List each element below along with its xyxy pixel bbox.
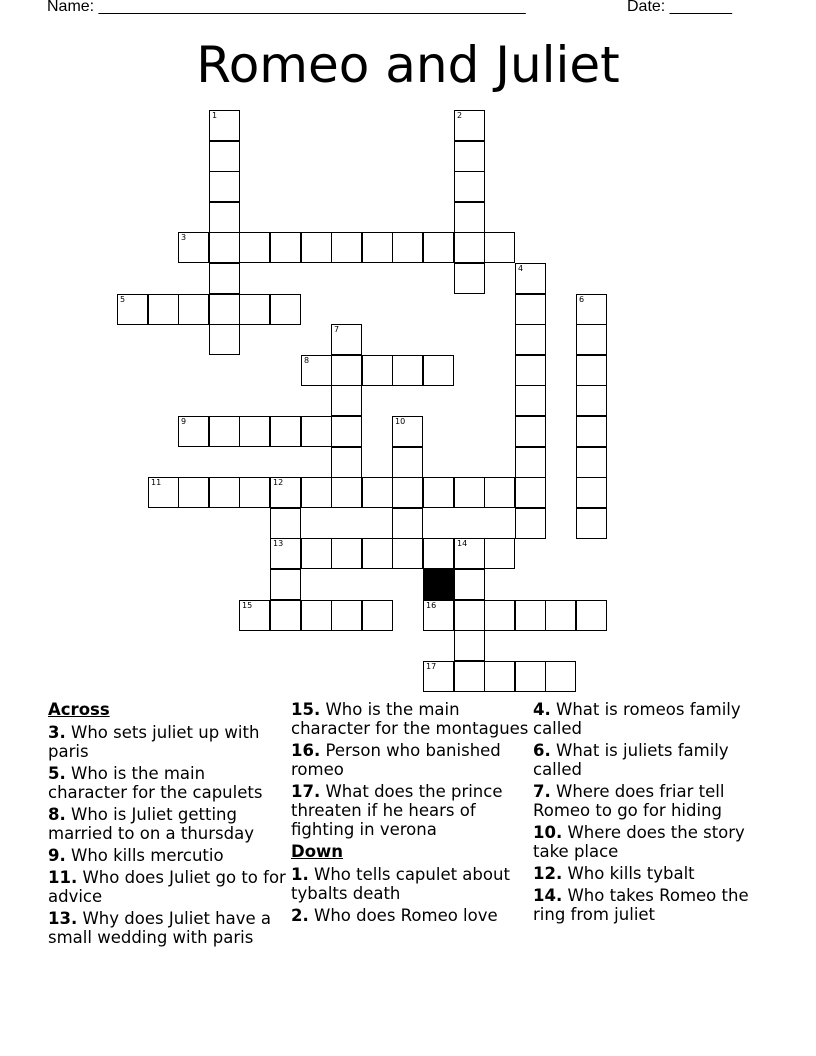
grid-cell[interactable] [178, 477, 209, 508]
grid-cell[interactable] [454, 569, 485, 600]
grid-cell[interactable] [484, 600, 515, 631]
clue-number-label: 11 [151, 478, 162, 487]
clue-number: 1. [291, 865, 309, 884]
clues-column-1 [48, 700, 288, 950]
clue-number: 8. [48, 805, 66, 824]
grid-cell[interactable] [301, 232, 332, 263]
grid-cell[interactable] [484, 477, 515, 508]
black-square [423, 569, 454, 600]
clue-number: 3. [48, 723, 66, 742]
clue-number: 9. [48, 846, 66, 865]
grid-cell[interactable] [239, 600, 270, 631]
clue-across-9 [48, 846, 288, 865]
clue-number: 7. [533, 782, 551, 801]
grid-cell[interactable] [515, 477, 546, 508]
grid-cell[interactable] [515, 294, 546, 325]
clue-number-label: 7 [334, 325, 340, 334]
grid-cell[interactable] [392, 477, 423, 508]
grid-cell[interactable] [515, 263, 546, 294]
clue-text: Who is the main character for the capulets [48, 764, 263, 802]
grid-cell[interactable] [301, 538, 332, 569]
grid-cell[interactable] [301, 416, 332, 447]
clue-across-3 [48, 723, 288, 761]
grid-cell[interactable] [239, 294, 270, 325]
clue-text: Where does the story take place [533, 823, 745, 861]
clue-text: Who tells capulet about tybalts death [291, 865, 510, 903]
grid-cell[interactable] [515, 600, 546, 631]
clue-across-15 [291, 700, 531, 738]
grid-cell[interactable] [576, 447, 607, 478]
grid-cell[interactable] [576, 385, 607, 416]
grid-cell[interactable] [331, 416, 362, 447]
grid-cell[interactable] [515, 508, 546, 539]
clue-number: 10. [533, 823, 563, 842]
clue-number-label: 5 [120, 295, 126, 304]
grid-cell[interactable] [270, 477, 301, 508]
clue-text: What does the prince threaten if he hears of fighting in verona [291, 782, 503, 839]
grid-cell[interactable] [209, 110, 240, 141]
grid-cell[interactable] [301, 600, 332, 631]
grid-cell[interactable] [545, 661, 576, 692]
grid-cell[interactable] [576, 508, 607, 539]
grid-cell[interactable] [331, 600, 362, 631]
grid-cell[interactable] [362, 600, 393, 631]
grid-cell[interactable] [362, 538, 393, 569]
grid-cell[interactable] [454, 538, 485, 569]
clue-down-10 [533, 823, 773, 861]
grid-cell[interactable] [576, 355, 607, 386]
grid-cell[interactable] [270, 508, 301, 539]
grid-cell[interactable] [392, 232, 423, 263]
grid-cell[interactable] [423, 538, 454, 569]
clue-number-label: 12 [273, 478, 284, 487]
grid-cell[interactable] [576, 600, 607, 631]
grid-cell[interactable] [423, 600, 454, 631]
grid-cell[interactable] [270, 538, 301, 569]
grid-cell[interactable] [362, 232, 393, 263]
grid-cell[interactable] [454, 232, 485, 263]
grid-cell[interactable] [484, 538, 515, 569]
grid-cell[interactable] [484, 661, 515, 692]
clue-number: 5. [48, 764, 66, 783]
grid-cell[interactable] [454, 600, 485, 631]
clue-number-label: 13 [273, 539, 284, 548]
clue-across-11 [48, 868, 288, 906]
clue-across-16 [291, 741, 531, 779]
grid-cell[interactable] [454, 263, 485, 294]
clue-down-14 [533, 886, 773, 924]
clue-text: Who does Romeo love [314, 906, 498, 925]
grid-cell[interactable] [148, 294, 179, 325]
grid-cell[interactable] [515, 416, 546, 447]
clue-number-label: 16 [426, 601, 437, 610]
clue-number: 2. [291, 906, 309, 925]
grid-cell[interactable] [331, 447, 362, 478]
grid-cell[interactable] [454, 110, 485, 141]
grid-cell[interactable] [270, 569, 301, 600]
clue-text: Who takes Romeo the ring from juliet [533, 886, 749, 924]
clue-text: Who sets juliet up with paris [48, 723, 260, 761]
clues-column-2 [291, 700, 531, 928]
grid-cell[interactable] [270, 416, 301, 447]
grid-cell[interactable] [270, 232, 301, 263]
clue-down-6 [533, 741, 773, 779]
clue-across-5 [48, 764, 288, 802]
down-heading: Down [291, 842, 344, 861]
grid-cell[interactable] [515, 355, 546, 386]
grid-cell[interactable] [392, 355, 423, 386]
grid-cell[interactable] [209, 171, 240, 202]
grid-cell[interactable] [392, 416, 423, 447]
grid-cell[interactable] [301, 355, 332, 386]
grid-cell[interactable] [209, 232, 240, 263]
across-heading: Across [48, 700, 110, 719]
grid-cell[interactable] [423, 661, 454, 692]
grid-cell[interactable] [576, 294, 607, 325]
grid-cell[interactable] [515, 661, 546, 692]
grid-cell[interactable] [178, 294, 209, 325]
clue-text: Person who banished romeo [291, 741, 501, 779]
clue-number-label: 4 [518, 264, 524, 273]
clue-text: Who is the main character for the montagues [291, 700, 529, 738]
grid-cell[interactable] [454, 630, 485, 661]
grid-cell[interactable] [239, 477, 270, 508]
grid-cell[interactable] [484, 232, 515, 263]
grid-cell[interactable] [545, 600, 576, 631]
clue-number: 4. [533, 700, 551, 719]
clue-text: Why does Juliet have a small wedding with paris [48, 909, 272, 947]
grid-cell[interactable] [362, 355, 393, 386]
grid-cell[interactable] [331, 355, 362, 386]
grid-cell[interactable] [301, 477, 332, 508]
clue-text: Who does Juliet go to for advice [48, 868, 286, 906]
grid-cell[interactable] [331, 538, 362, 569]
clue-across-13 [48, 909, 288, 947]
clue-number: 17. [291, 782, 321, 801]
grid-cell[interactable] [209, 202, 240, 233]
clue-number: 16. [291, 741, 321, 760]
grid-cell[interactable] [148, 477, 179, 508]
grid-cell[interactable] [209, 294, 240, 325]
grid-cell[interactable] [331, 385, 362, 416]
clue-text: Who is Juliet getting married to on a thursday [48, 805, 254, 843]
clue-number-label: 10 [395, 417, 406, 426]
clue-down-1 [291, 865, 531, 903]
clue-down-7 [533, 782, 773, 820]
grid-cell[interactable] [239, 416, 270, 447]
grid-cell[interactable] [454, 202, 485, 233]
grid-cell[interactable] [392, 447, 423, 478]
grid-cell[interactable] [576, 416, 607, 447]
grid-cell[interactable] [239, 232, 270, 263]
grid-cell[interactable] [331, 324, 362, 355]
grid-cell[interactable] [209, 324, 240, 355]
grid-cell[interactable] [362, 477, 393, 508]
grid-cell[interactable] [515, 324, 546, 355]
grid-cell[interactable] [209, 416, 240, 447]
grid-cell[interactable] [515, 447, 546, 478]
grid-cell[interactable] [209, 263, 240, 294]
clue-down-12 [533, 864, 773, 883]
clue-number-label: 8 [304, 356, 310, 365]
grid-cell[interactable] [454, 477, 485, 508]
clue-number-label: 9 [181, 417, 187, 426]
clue-number: 6. [533, 741, 551, 760]
clue-number-label: 17 [426, 662, 437, 671]
grid-cell[interactable] [515, 385, 546, 416]
clue-number-label: 1 [212, 111, 218, 120]
grid-cell[interactable] [392, 538, 423, 569]
clues-column-3 [533, 700, 773, 927]
clue-number: 11. [48, 868, 78, 887]
grid-cell[interactable] [454, 171, 485, 202]
clue-number-label: 3 [181, 233, 187, 242]
clue-number: 14. [533, 886, 563, 905]
clue-number: 13. [48, 909, 78, 928]
clue-text: Who kills tybalt [567, 864, 695, 883]
grid-cell[interactable] [178, 232, 209, 263]
grid-cell[interactable] [392, 508, 423, 539]
clue-across-8 [48, 805, 288, 843]
clue-number: 12. [533, 864, 563, 883]
clue-across-17 [291, 782, 531, 839]
grid-cell[interactable] [117, 294, 148, 325]
grid-cell[interactable] [178, 416, 209, 447]
grid-cell[interactable] [454, 141, 485, 172]
clue-text: What is romeos family called [533, 700, 741, 738]
grid-cell[interactable] [454, 661, 485, 692]
grid-cell[interactable] [270, 600, 301, 631]
clue-down-4 [533, 700, 773, 738]
clue-number-label: 6 [579, 295, 585, 304]
clue-number-label: 14 [457, 539, 468, 548]
clue-number-label: 15 [242, 601, 253, 610]
grid-cell[interactable] [576, 477, 607, 508]
grid-cell[interactable] [331, 477, 362, 508]
grid-cell[interactable] [576, 324, 607, 355]
clue-number-label: 2 [457, 111, 463, 120]
grid-cell[interactable] [423, 477, 454, 508]
grid-cell[interactable] [209, 477, 240, 508]
grid-cell[interactable] [331, 232, 362, 263]
date-field: Date: _______ [627, 0, 732, 15]
clue-number: 15. [291, 700, 321, 719]
clue-text: Who kills mercutio [71, 846, 224, 865]
clue-text: Where does friar tell Romeo to go for hiding [533, 782, 725, 820]
clue-text: What is juliets family called [533, 741, 729, 779]
grid-cell[interactable] [423, 232, 454, 263]
grid-cell[interactable] [209, 141, 240, 172]
grid-cell[interactable] [270, 294, 301, 325]
clue-down-2 [291, 906, 531, 925]
grid-cell[interactable] [423, 355, 454, 386]
page-title: Romeo and Juliet [196, 36, 620, 94]
name-field: Name: ________________________________________________ [47, 0, 526, 15]
